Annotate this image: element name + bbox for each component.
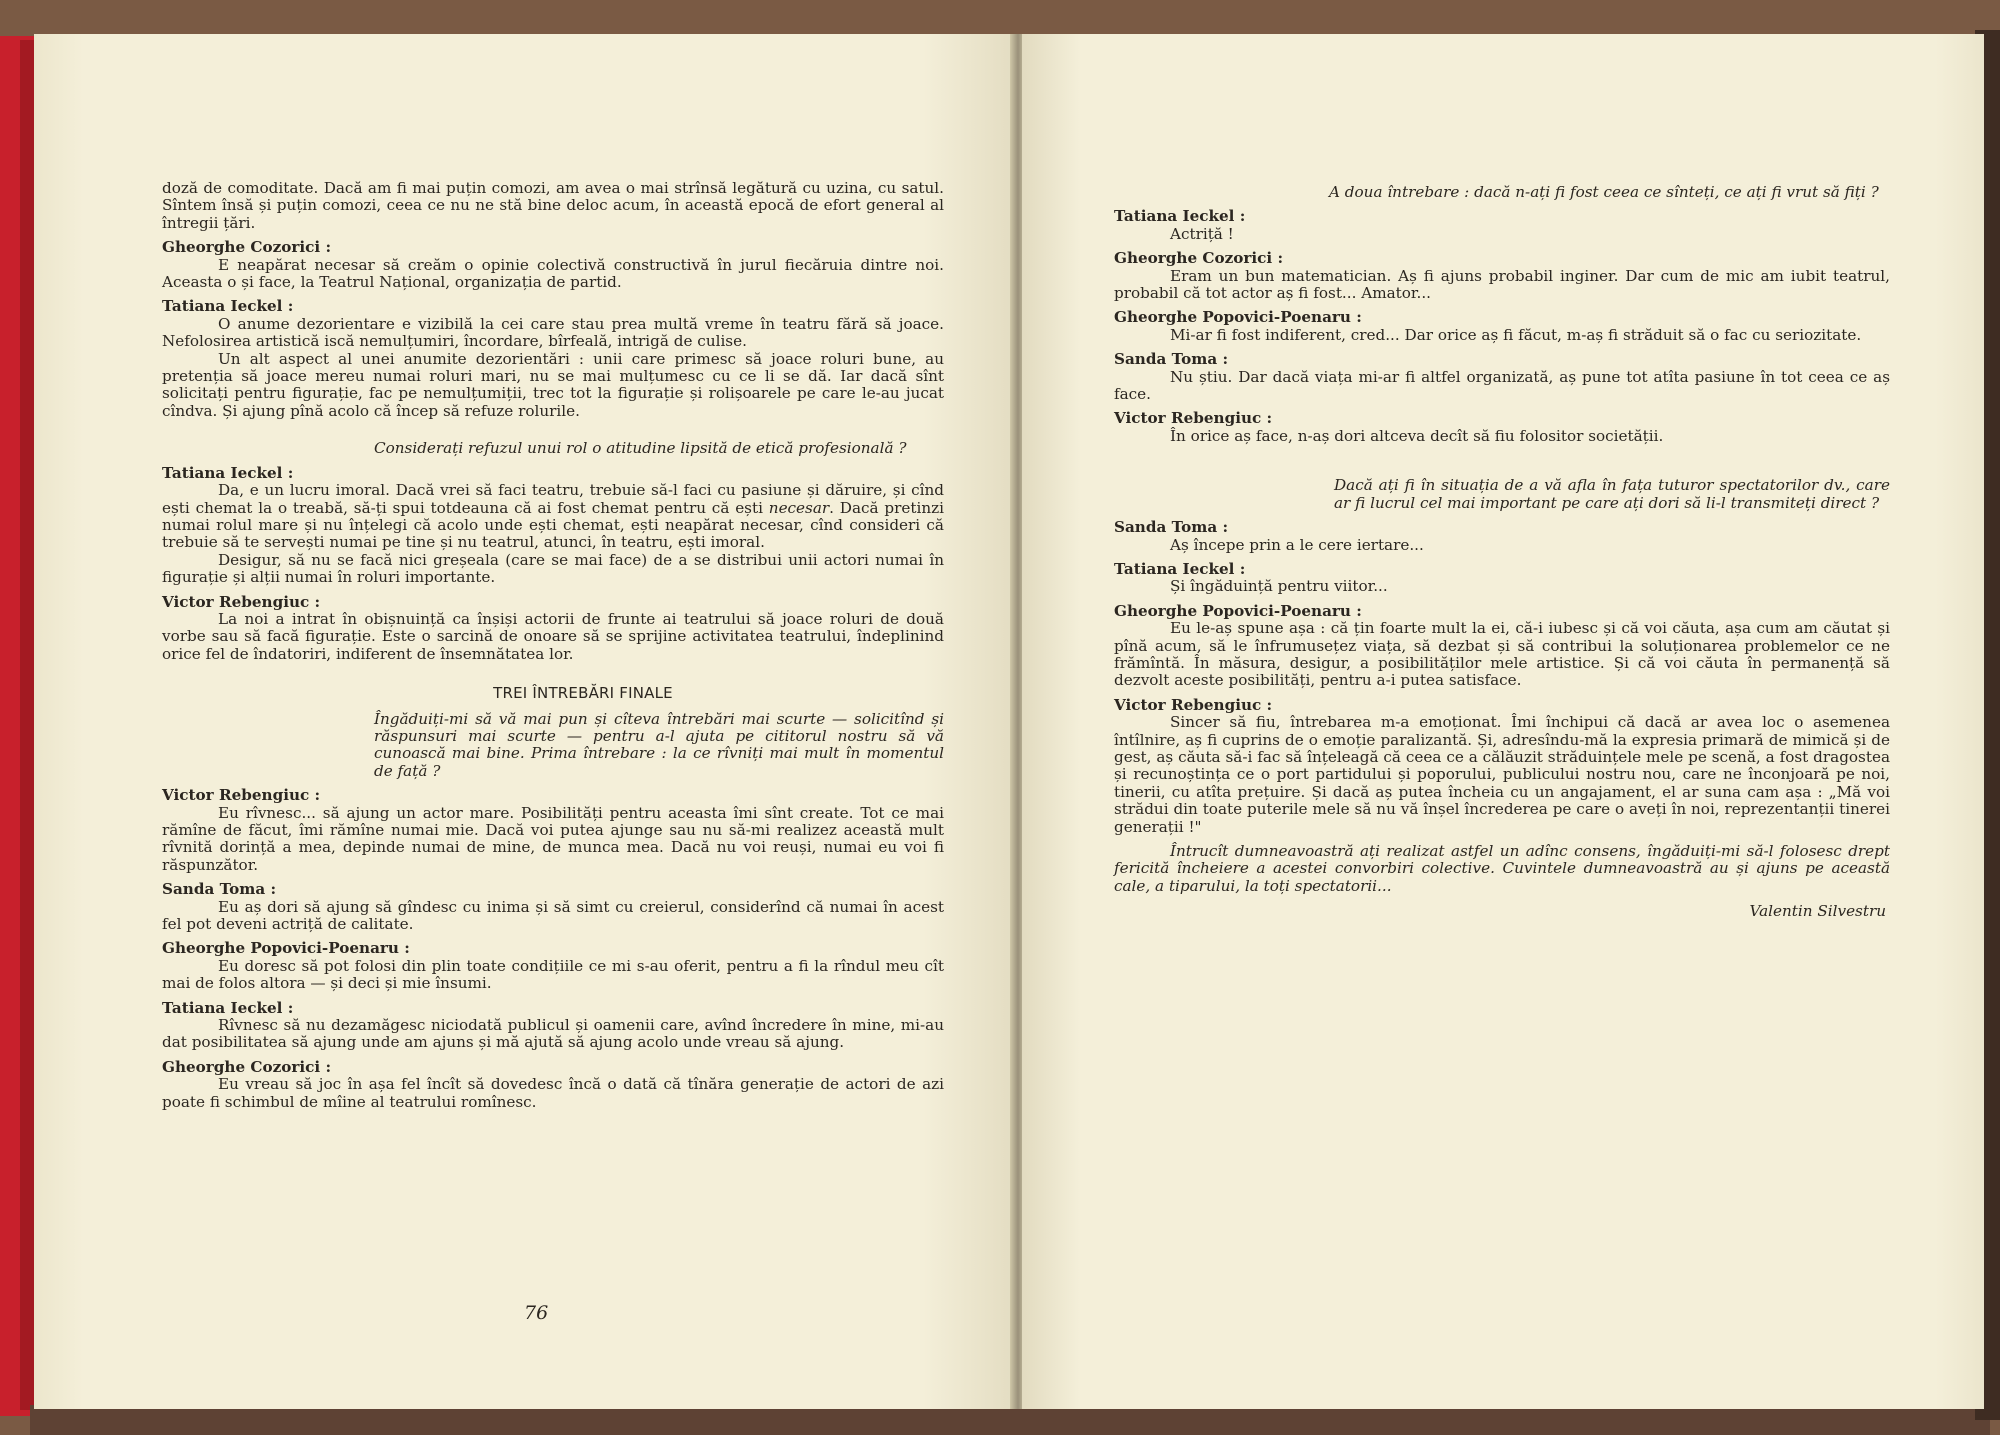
interviewer-question: Considerați refuzul unui rol o atitudine lipsită de etică profesională ? xyxy=(374,439,907,458)
speaker-name: Gheorghe Cozorici : xyxy=(162,238,332,257)
speaker-name: Sanda Toma : xyxy=(1114,350,1229,369)
interviewer-question: Dacă ați fi în situația de a vă afla în fața tuturor spectatorilor dv., care ar fi lucrul cel mai important pe care ați dori să li-l transmiteți direct ? xyxy=(1334,476,1890,512)
answer-paragraph: Sincer să fiu, întrebarea m-a emoționat. Îmi închipui că dacă ar avea loc o asemenea întîlnire, aș fi cuprins de o emoție paralizantă. Și, adresîndu-mă la expresia primară de mimică și de gest, aș căuta să-i fac să înțeleagă că ceea ce a călăuzit străduințele mele pe scenă, a fost dragostea și recunoștința ce o port partidului și poporului, publicului nostru nou, care ne înconjoară pe noi, tinerii, cu atîta prețuire. Și dacă aș putea încheia cu un angajament, el ar suna cam așa : „Mă voi strădui din toate puterile mele să nu vă înșel încrederea pe care o aveți în noi, reprezentanții tinerei generații !" xyxy=(1114,713,1890,836)
right-page-text xyxy=(1114,184,1890,921)
answer-paragraph: Eu rîvnesc... să ajung un actor mare. Posibilități pentru aceasta îmi sînt create. Tot ce mai rămîne de făcut, îmi rămîne numai mie. Dacă voi putea ajunge sau nu să-mi realizez această mult rîvnită dorință a mea, depinde numai de mine, de munca mea. Dacă nu voi reuși, numai eu voi fi răspunzător. xyxy=(162,803,944,874)
speaker-name: Tatiana Ieckel : xyxy=(162,297,294,316)
answer-paragraph: O anume dezorientare e vizibilă la cei care stau prea multă vreme în teatru fără să joace. Nefolosirea artistică iscă nemulțumiri, încordare, bîrfeală, intrigă de culise. xyxy=(162,314,944,351)
speaker-name: Victor Rebengiuc : xyxy=(162,592,321,611)
answer-paragraph: Eram un bun matematician. Aș fi ajuns probabil inginer. Dar cum de mic am iubit teatrul, probabil că tot actor aș fi fost... Amator... xyxy=(1114,266,1890,303)
speaker-name: Tatiana Ieckel : xyxy=(1114,207,1246,226)
answer-text: . Dacă pretinzi numai rolul mare și nu înțelegi că acolo unde ești chemat, ești neapărat necesar, cînd consideri că trebuie să te servești numai pe tine și nu teatrul, atunci, în teatru, ești imoral. xyxy=(162,498,944,552)
right-page xyxy=(1022,34,1984,1409)
speaker-name: Gheorghe Popovici-Poenaru : xyxy=(1114,601,1362,620)
answer-paragraph: La noi a intrat în obișnuință ca înșiși actorii de frunte ai teatrului să joace roluri de două vorbe sau să facă figurație. Este o sarcină de onoare să se sprijine activitatea teatrului, îndeplinind orice fel de îndatoriri, indiferent de însemnătatea lor. xyxy=(162,609,944,663)
answer-paragraph: În orice aș face, n-aș dori altceva decît să fiu folositor societății. xyxy=(1170,426,1664,445)
answer-paragraph: Desigur, să nu se facă nici greșeala (care se mai face) de a se distribui unii actori numai în figurație și alții numai în roluri importante. xyxy=(162,550,944,587)
answer-paragraph: Eu doresc să pot folosi din plin toate condițiile ce mi s-au oferit, pentru a fi la rîndul meu cît mai de folos altora — și deci și mie însumi. xyxy=(162,956,944,993)
answer-paragraph: Eu le-aș spune așa : că țin foarte mult la ei, că-i iubesc și că voi căuta, așa cum am căutat și pînă acum, să le înfrumusețez viața, să dezbat și să contribui la soluționarea problemelor ce ne frămîntă. În măsura, desigur, a posibilităților mele artistice. Și că voi căuta în permanență să dezvolt aceste posibilități, pentru a-i putea satisface. xyxy=(1114,619,1890,690)
speaker-name: Victor Rebengiuc : xyxy=(1114,409,1273,428)
speaker-name: Gheorghe Popovici-Poenaru : xyxy=(1114,308,1362,327)
speaker-name: Tatiana Ieckel : xyxy=(162,463,294,482)
answer-paragraph: Și îngăduință pentru viitor... xyxy=(1170,577,1388,596)
section-heading: TREI ÎNTREBĂRI FINALE xyxy=(493,684,673,703)
answer-paragraph: Actriță ! xyxy=(1170,224,1234,243)
opening-paragraph: doză de comoditate. Dacă am fi mai puțin comozi, am avea o mai strînsă legătură cu uzina, cu satul. Sîntem însă și puțin comozi, ceea ce nu ne stă bine deloc acum, în această epocă de efort general al întregii țări. xyxy=(162,179,944,232)
page-number: 76 xyxy=(524,1302,549,1324)
left-page-text xyxy=(162,180,944,1111)
answer-paragraph: Rîvnesc să nu dezamăgesc niciodată publicul și oamenii care, avînd încredere în mine, mi-au dat posibilitatea să ajung unde am ajuns și mă ajută să ajung acolo unde vreau să ajung. xyxy=(162,1016,944,1052)
interviewer-question: A doua întrebare : dacă n-ați fi fost ceea ce sînteți, ce ați fi vrut să fiți ? xyxy=(1329,183,1879,201)
answer-paragraph: E neapărat necesar să creăm o opinie colectivă constructivă în jurul fiecăruia dintre noi. Aceasta o și face, la Teatrul Național, organizația de partid. xyxy=(162,255,944,292)
speaker-name: Sanda Toma : xyxy=(162,880,277,899)
answer-text: Da, e un lucru imoral. Dacă vrei să faci teatru, trebuie să-l faci cu pasiune și dăruire, și cînd ești chemat la o treabă, să-ți spui totdeauna că ai fost chemat pentru că ești xyxy=(162,481,944,517)
speaker-name: Gheorghe Cozorici : xyxy=(162,1057,332,1076)
author-signature: Valentin Silvestru xyxy=(1749,902,1886,921)
answer-paragraph: Eu vreau să joc în așa fel încît să dovedesc încă o dată că tînăra generație de actori de azi poate fi schimbul de mîine al teatrului romînesc. xyxy=(162,1075,944,1111)
answer-paragraph xyxy=(162,482,944,552)
answer-paragraph: Un alt aspect al unei anumite dezorientări : unii care primesc să joace roluri bune, au pretenția să joace mereu numai roluri mari, nu se mai mulțumesc cu ce li se dă. Iar dacă sînt solicitați pentru figurație, fac pe nemulțumiții, trec tot la figurație și rolișoarele pe care le-au jucat cîndva. Și ajung pînă acolo că încep să refuze rolurile. xyxy=(162,349,944,420)
left-page xyxy=(34,34,1022,1409)
speaker-name: Victor Rebengiuc : xyxy=(162,786,321,805)
answer-paragraph: Aș începe prin a le cere iertare... xyxy=(1170,535,1424,554)
answer-paragraph: Nu știu. Dar dacă viața mi-ar fi altfel organizată, aș pune tot atîta pasiune în tot ceea ce aș face. xyxy=(1114,367,1890,404)
speaker-name: Tatiana Ieckel : xyxy=(1114,559,1246,578)
interviewer-question: Îngăduiți-mi să vă mai pun și cîteva întrebări mai scurte — solicitînd și răspunsuri mai scurte — pentru a-l ajuta pe cititorul nostru să vă cunoască mai bine. Prima întrebare : la ce rîvniți mai mult în momentul de față ? xyxy=(374,709,944,780)
speaker-name: Gheorghe Cozorici : xyxy=(1114,249,1284,268)
speaker-name: Victor Rebengiuc : xyxy=(1114,695,1273,714)
closing-remark: Întrucît dumneavoastră ați realizat astfel un adînc consens, îngăduiți-mi să-l folosesc drept fericită încheiere a acestei convorbiri colective. Cuvintele dumneavoastră au și ajuns pe această cale, a tiparului, la toți spectatorii... xyxy=(1114,842,1890,895)
speaker-name: Tatiana Ieckel : xyxy=(162,998,294,1017)
speaker-name: Sanda Toma : xyxy=(1114,518,1229,537)
emphasized-word: necesar xyxy=(768,498,830,517)
book-cover-bottom-edge xyxy=(30,1405,1990,1435)
speaker-name: Gheorghe Popovici-Poenaru : xyxy=(162,939,410,958)
answer-paragraph: Eu aș dori să ajung să gîndesc cu inima și să simt cu creierul, considerînd că numai în acest fel pot deveni actriță de calitate. xyxy=(162,897,944,934)
answer-paragraph: Mi-ar fi fost indiferent, cred... Dar orice aș fi făcut, m-aș fi străduit să o fac cu seriozitate. xyxy=(1170,325,1862,344)
